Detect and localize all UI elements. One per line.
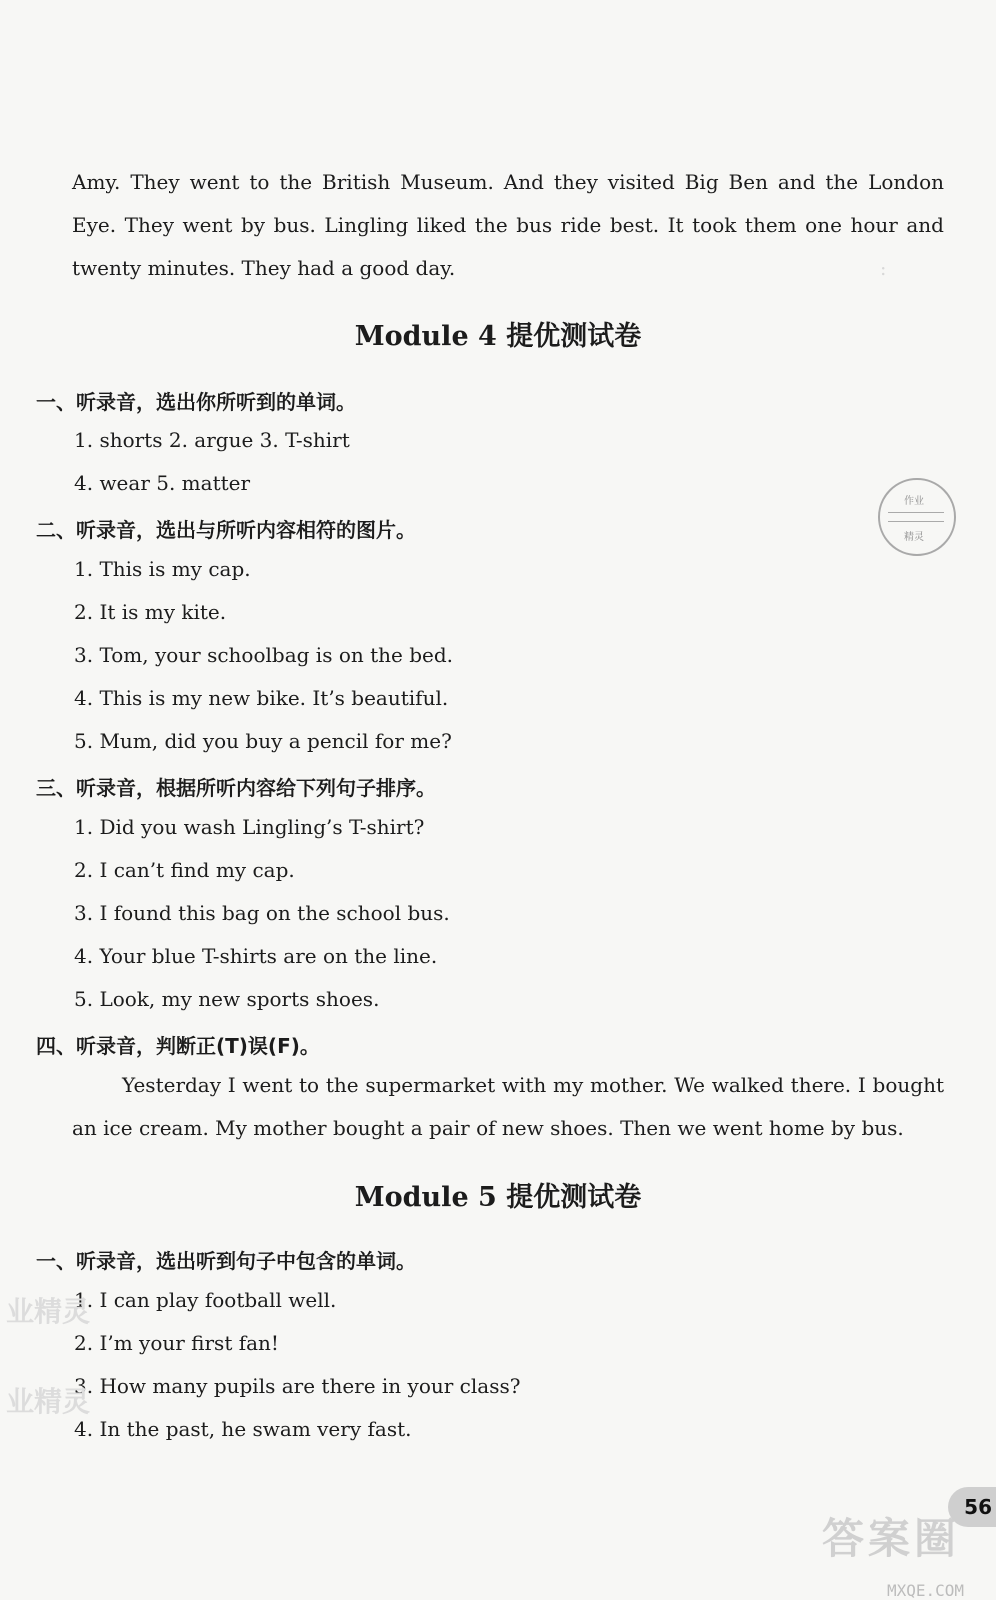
module4-section1-line2: 4. wear 5. matter [74,471,251,495]
homework-stamp [878,478,956,556]
module5-section1-line3: 3. How many pupils are there in your class? [74,1374,521,1398]
intro-paragraph: Amy. They went to the British Museum. And they visited Big Ben and the London Eye. They went by bus. Lingling liked the bus ride best. It took them one hour and twenty minutes. They had a good day. [72,170,944,280]
module4-section1-heading: 一、听录音，选出你所听到的单词。 [36,390,356,414]
stamp-top-text: 作业 [904,496,924,507]
site-watermark-url: MXQE.COM [886,1581,964,1600]
module4-section2-line3: 3. Tom, your schoolbag is on the bed. [74,643,454,667]
module5-title: Module 5 提优测试卷 [354,1182,642,1213]
module4-section2-line2: 2. It is my kite. [74,600,227,624]
stamp-band [888,512,944,522]
module4-section4-heading: 四、听录音，判断正(T)误(F)。 [36,1034,320,1058]
module4-section2-heading: 二、听录音，选出与所听内容相符的图片。 [36,518,416,542]
module4-section2-line4: 4. This is my new bike. It’s beautiful. [74,686,449,710]
module5-section1-line1: 1. I can play football well. [74,1288,337,1312]
module4-section3-line5: 5. Look, my new sports shoes. [74,987,380,1011]
module4-section3-line1: 1. Did you wash Lingling’s T-shirt? [74,815,425,839]
module5-section1-line4: 4. In the past, he swam very fast. [74,1417,412,1441]
stamp-bottom-text: 精灵 [904,532,924,543]
module5-section1-heading: 一、听录音，选出听到句子中包含的单词。 [36,1249,416,1273]
module4-section3-line4: 4. Your blue T-shirts are on the line. [74,944,438,968]
module4-section3-line3: 3. I found this bag on the school bus. [74,901,450,925]
module4-section1-line1: 1. shorts 2. argue 3. T-shirt [74,428,350,452]
module4-title: Module 4 提优测试卷 [354,321,642,352]
module4-section3-heading: 三、听录音，根据所听内容给下列句子排序。 [36,776,436,800]
page-number: 56 [948,1487,996,1527]
module4-section2-line1: 1. This is my cap. [74,557,251,581]
module4-section2-line5: 5. Mum, did you buy a pencil for me? [74,729,452,753]
bleed-through-text: : [880,258,887,280]
module4-section3-line2: 2. I can’t find my cap. [74,858,295,882]
module4-section4-paragraph: Yesterday I went to the supermarket with my mother. We walked there. I bought an ice cream. My mother bought a pair of new shoes. Then we went home by bus. [72,1073,944,1140]
side-watermark-1: 业精灵 [6,1295,91,1328]
module5-section1-line2: 2. I’m your first fan! [74,1331,279,1355]
side-watermark-2: 业精灵 [6,1385,91,1418]
site-watermark: 答案圈 [821,1514,960,1563]
